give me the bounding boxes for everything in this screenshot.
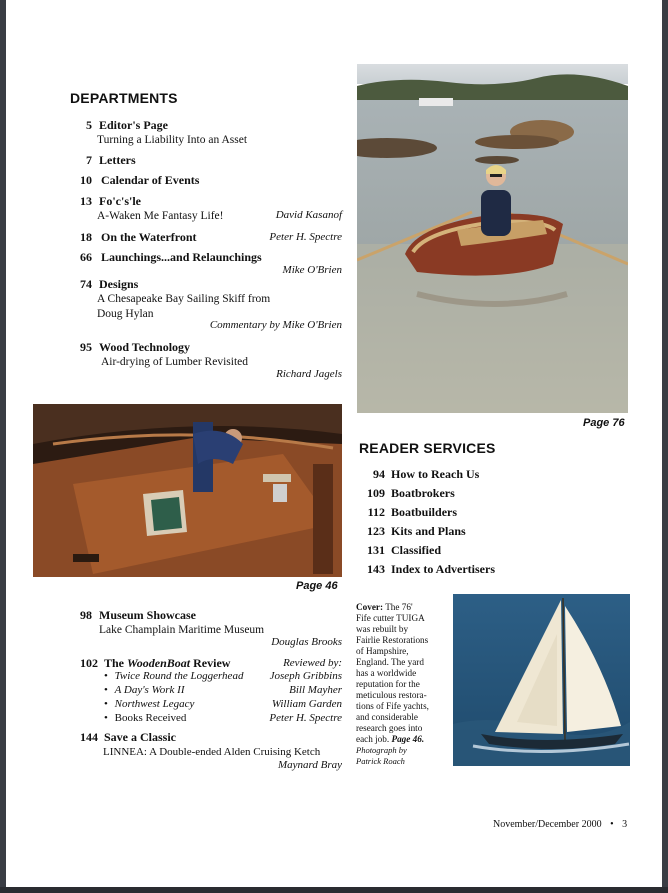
dept-entry-waterfront[interactable] [76, 230, 197, 244]
entry-author: David Kasanof [275, 209, 342, 221]
feature-woodenboat-review[interactable] [76, 656, 230, 670]
cover-credit-line2: Patrick Roach [356, 756, 405, 766]
entry-title: Index to Advertisers [391, 562, 495, 576]
page-number: 95 [80, 340, 92, 354]
page-number: 109 [367, 486, 385, 500]
reader-services-heading: READER SERVICES [359, 440, 496, 456]
page-number: 18 [80, 230, 92, 244]
entry-title: Boatbrokers [391, 486, 455, 500]
review-item[interactable] [104, 698, 342, 711]
review-item-title: Northwest Legacy [114, 698, 195, 710]
cover-line: has a worldwide [356, 668, 417, 678]
entry-title: On the Waterfront [101, 230, 197, 244]
entry-title: Wood Technology [99, 340, 191, 354]
entry-title: Letters [99, 153, 136, 167]
entry-title: Save a Classic [104, 730, 176, 744]
cover-line: tions of Fife yachts, [356, 701, 429, 711]
cover-page-ref: Page 46. [391, 734, 425, 744]
entry-author: Commentary by Mike O'Brien [209, 319, 342, 331]
cover-line: reputation for the [356, 679, 420, 689]
page-number: 10 [80, 173, 92, 187]
cover-line: Fife cutter TUIGA [356, 613, 425, 623]
dept-entry-launchings[interactable] [76, 250, 262, 264]
entry-title: Calendar of Events [101, 173, 200, 187]
feature-museum-showcase[interactable] [76, 608, 346, 637]
review-item[interactable] [104, 684, 342, 697]
entry-title: Designs [99, 277, 139, 291]
footer-issue: November/December 2000 [493, 819, 602, 830]
rs-entry-classified[interactable] [355, 543, 441, 557]
entry-author: Peter H. Spectre [269, 231, 342, 243]
page-number: 144 [80, 730, 98, 744]
entry-subtitle: Lake Champlain Maritime Museum [99, 624, 265, 636]
dept-entry-designs[interactable] [76, 277, 346, 321]
page-number: 66 [80, 250, 92, 264]
footer-bullet: • [610, 819, 614, 830]
reviewed-by-label: Reviewed by: [283, 657, 342, 669]
entry-subtitle-line1: A Chesapeake Bay Sailing Skiff from [97, 293, 271, 305]
footer-page-number: 3 [622, 819, 628, 830]
review-item[interactable] [104, 670, 342, 683]
cover-credit-line1: Photograph by [356, 745, 407, 755]
entry-author: Maynard Bray [277, 759, 342, 771]
review-item-title: A Day's Work II [114, 684, 185, 696]
entry-title: How to Reach Us [391, 467, 480, 481]
review-item[interactable] [104, 712, 342, 725]
review-item-title: Books Received [114, 712, 187, 724]
entry-author: Mike O'Brien [282, 264, 342, 276]
cover-label: Cover: [356, 602, 384, 612]
entry-author: Richard Jagels [276, 368, 342, 380]
cover-line: Fairlie Restorations [356, 635, 429, 645]
review-item-reviewer: Bill Mayher [289, 684, 342, 696]
bullet: • [104, 698, 108, 710]
entry-title: Museum Showcase [99, 608, 197, 622]
departments-heading: DEPARTMENTS [70, 90, 178, 106]
workshop-photo-caption: Page 46 [296, 580, 338, 592]
dept-entry-wood-technology[interactable] [76, 340, 346, 369]
cover-line: research goes into [356, 723, 423, 733]
page-number: 7 [86, 153, 92, 167]
rs-entry-kits-and-plans[interactable] [355, 524, 466, 538]
page-number: 13 [80, 194, 92, 208]
rs-entry-index-to-advertisers[interactable] [355, 562, 495, 576]
entry-title: Launchings...and Relaunchings [101, 250, 262, 264]
bullet: • [104, 712, 108, 724]
rowing-illustration [357, 64, 628, 413]
entry-subtitle: Air-drying of Lumber Revisited [101, 356, 249, 368]
cover-line: of Hampshire, [356, 646, 409, 656]
entry-title: Fo'c's'le [99, 194, 141, 208]
rowing-photo-caption: Page 76 [583, 417, 625, 429]
entry-subtitle: A-Waken Me Fantasy Life! [97, 210, 224, 222]
entry-title: Editor's Page [99, 118, 168, 132]
page-number: 112 [367, 505, 385, 519]
cover-line: each job. [356, 734, 390, 744]
rs-entry-boatbrokers[interactable] [355, 486, 455, 500]
entry-subtitle: LINNEA: A Double-ended Alden Cruising Ketch [103, 746, 321, 758]
page-number: 143 [367, 562, 385, 576]
cover-line: The 76' [385, 602, 413, 612]
bullet: • [104, 684, 108, 696]
rowing-photo[interactable] [357, 64, 628, 413]
dept-entry-calendar[interactable] [76, 173, 199, 187]
page-footer [493, 819, 627, 830]
cover-line: and considerable [356, 712, 418, 722]
entry-title: Boatbuilders [391, 505, 458, 519]
feature-save-a-classic[interactable] [76, 730, 346, 759]
sailboat-illustration [453, 594, 630, 766]
sailboat-photo[interactable] [453, 594, 630, 766]
review-title-italic: WoodenBoat [127, 656, 191, 670]
review-item-reviewer: Joseph Gribbins [269, 670, 342, 682]
review-item-title: Twice Round the Loggerhead [114, 670, 244, 682]
page-number: 102 [80, 656, 98, 670]
dept-entry-editors-page[interactable] [76, 118, 346, 147]
page-number: 98 [80, 608, 92, 622]
page-number: 123 [367, 524, 385, 538]
review-item-reviewer: Peter H. Spectre [269, 712, 342, 724]
workshop-photo[interactable] [33, 404, 342, 577]
page-number: 94 [373, 467, 385, 481]
entry-subtitle-line2: Doug Hylan [97, 308, 154, 320]
cover-line: England. The yard [356, 657, 424, 667]
rs-entry-boatbuilders[interactable] [355, 505, 457, 519]
review-title-pre: The [104, 656, 125, 670]
rs-entry-how-to-reach-us[interactable] [355, 467, 479, 481]
dept-entry-letters[interactable] [76, 153, 136, 167]
entry-title: Classified [391, 543, 442, 557]
cover-line: meticulous restora- [356, 690, 427, 700]
window-bottom-edge [0, 887, 668, 893]
page-number: 74 [80, 277, 92, 291]
entry-title: Kits and Plans [391, 524, 466, 538]
review-item-reviewer: William Garden [271, 698, 342, 710]
cover-caption [356, 602, 446, 767]
page-number: 5 [86, 118, 92, 132]
bullet: • [104, 670, 108, 682]
page-number: 131 [367, 543, 385, 557]
workshop-illustration [33, 404, 342, 577]
cover-line: was rebuilt by [356, 624, 409, 634]
entry-author: Douglas Brooks [271, 636, 342, 648]
entry-subtitle: Turning a Liability Into an Asset [97, 134, 248, 146]
review-title-post: Review [193, 656, 231, 670]
